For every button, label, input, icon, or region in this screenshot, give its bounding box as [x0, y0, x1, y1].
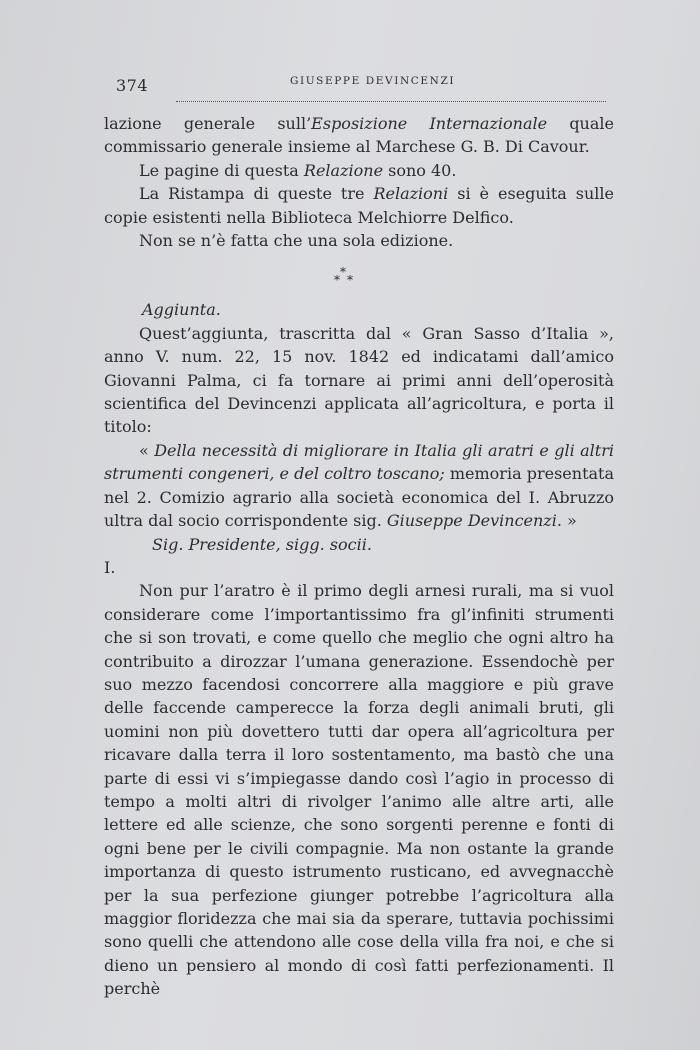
section-heading-aggiunta: Aggiunta.	[142, 300, 221, 320]
text-run: memoria presentata nel 2. Comizio agrario alla società economica del I. Abruzzo ultra dal socio corrispondente sig.	[104, 464, 614, 531]
memoir-title: Della necessità di migliorare in Italia gli aratri e gli altri strumenti congeneri, e del coltro toscano;	[104, 440, 614, 484]
asterism-star-left: *	[334, 273, 340, 288]
reports-title: Relazioni	[373, 184, 449, 204]
asterism-star-top: *	[340, 265, 346, 280]
page-number: 374	[116, 76, 149, 95]
asterism-star-right: *	[347, 273, 353, 288]
running-head: GIUSEPPE DEVINCENZI	[290, 75, 456, 87]
header-rule	[176, 101, 606, 102]
section-number: I.	[104, 557, 116, 577]
quote-mark-close: »	[561, 511, 577, 531]
text-run: La Ristampa di queste tre	[139, 184, 374, 204]
page-body	[104, 112, 614, 1001]
text-run: sono 40.	[383, 160, 457, 180]
exhibition-title: Esposizione Internazionale	[311, 114, 548, 133]
asterism	[104, 252, 614, 298]
salutation: Sig. Presidente, sigg. socii.	[152, 534, 372, 554]
memoir-author: Giuseppe Devincenzi.	[386, 511, 562, 531]
memoir-citation	[104, 439, 614, 533]
intro-paragraph-2	[104, 159, 614, 182]
intro-paragraph-1	[104, 112, 614, 159]
speech-paragraph: Non pur l’aratro è il primo degli arnesi rurali, ma si vuol considerare come l’importantissimo fra gl’infiniti strumenti che si son trovati, e come quello che meglio che ogni altro ha contribuito a dirozzar l’umana generazione. Essendochè per suo mezzo facendosi concorrere alla maggiore e più grave delle faccende camperecce la forza degli animali bruti, gli uomini non più dovettero tutti dar opera all’agricoltura per ricavare dalla terra il loro sostentamento, ma bastò che una parte di essi vi s’impiegasse dando così l’agio in processo di tempo a molti altri di rivolger l’animo alle altre arti, alle lettere ed alle scienze, che sono sorgenti perenne e fonti di ogni bene per le civili compagnie. Ma non ostante la grande importanza di questo istrumento rusticano, ed avvegnacchè per la sua perfezione giunger potrebbe l’agricoltura alla maggior floridezza che mai sia da sperare, tuttavia pochissimi sono quelli che attendono alle cose della villa fra noi, e che si dieno un pensiero al mondo di così fatti perfezionamenti. Il perchè	[104, 581, 614, 999]
quote-mark-open: «	[139, 440, 155, 460]
report-title: Relazione	[303, 160, 384, 180]
text-run: Le pagine di questa	[139, 160, 304, 180]
page-header	[116, 70, 606, 110]
intro-paragraph-3	[104, 182, 614, 229]
intro-paragraph-4: Non se n’è fatta che una sola edizione.	[139, 231, 454, 251]
aggiunta-paragraph: Quest’aggiunta, trascritta dal « Gran Sasso d’Italia », anno V. num. 22, 15 nov. 1842 ed indicatami dall’amico Giovanni Palma, ci fa tornare ai primi anni dell’operosità scientifica del Devincenzi applicata all’agricoltura, e porta il titolo:	[104, 323, 614, 437]
text-run: lazione generale sull’	[104, 114, 312, 133]
text-run: quale commissario generale insieme al Marchese G. B. Di Cavour.	[104, 114, 614, 157]
text-run: si è eseguita sulle copie esistenti nella Biblioteca Melchiorre Delfico.	[104, 184, 614, 227]
